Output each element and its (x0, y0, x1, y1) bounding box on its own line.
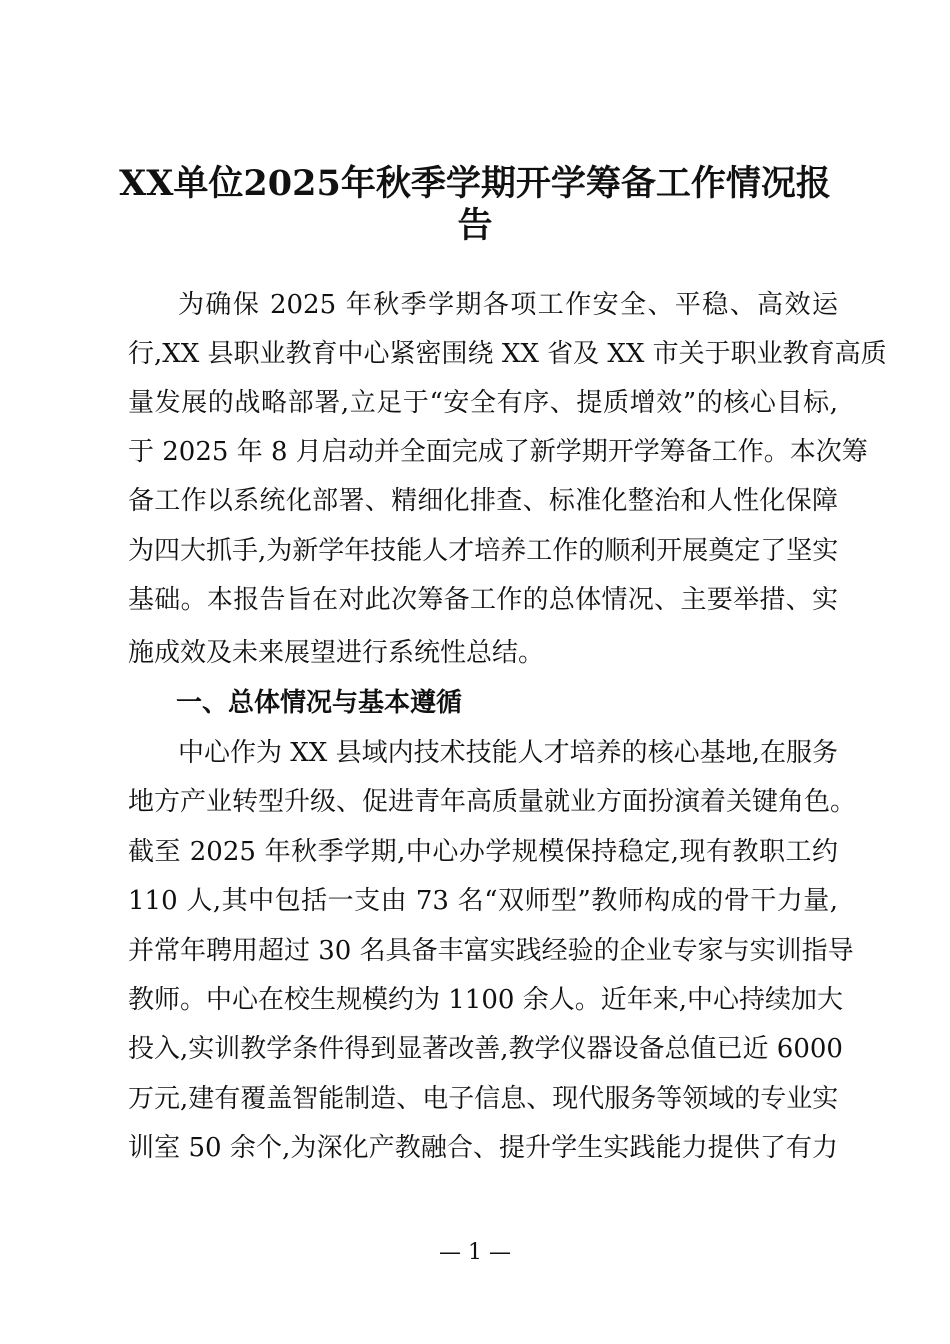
page-number: — 1 — (439, 1240, 511, 1265)
document-title-line2: 告 (457, 205, 493, 246)
text-line: 并常年聘用超过 30 名具备丰富实践经验的企业专家与实训指导 (128, 936, 854, 966)
text-line: 训室 50 余个,为深化产教融合、提升学生实践能力提供了有力 (128, 1133, 838, 1163)
text-line: 110 人,其中包括一支由 73 名“双师型”教师构成的骨干力量, (128, 886, 838, 916)
document-title-line1: XX单位2025年秋季学期开学筹备工作情况报 (119, 163, 831, 204)
text-line: 中心作为 XX 县域内技术技能人才培养的核心基地,在服务 (178, 738, 838, 768)
text-line: 截至 2025 年秋季学期,中心办学规模保持稳定,现有教职工约 (128, 837, 838, 867)
text-line: 于 2025 年 8 月启动并全面完成了新学期开学筹备工作。本次筹 (128, 437, 868, 467)
section-heading: 一、总体情况与基本遵循 (176, 688, 463, 718)
text-line: 行,XX 县职业教育中心紧密围绕 XX 省及 XX 市关于职业教育高质 (128, 339, 887, 369)
text-line: 基础。本报告旨在对此次筹备工作的总体情况、主要举措、实 (128, 585, 838, 615)
text-line: 地方产业转型升级、促进青年高质量就业方面扮演着关键角色。 (128, 787, 857, 817)
text-line: 量发展的战略部署,立足于“安全有序、提质增效”的核心目标, (128, 388, 838, 418)
text-line: 为确保 2025 年秋季学期各项工作安全、平稳、高效运 (178, 290, 838, 320)
text-line: 备工作以系统化部署、精细化排查、标准化整治和人性化保障 (128, 486, 838, 516)
text-line: 教师。中心在校生规模约为 1100 余人。近年来,中心持续加大 (128, 985, 843, 1015)
text-line: 投入,实训教学条件得到显著改善,教学仪器设备总值已近 6000 (128, 1034, 843, 1064)
text-line: 万元,建有覆盖智能制造、电子信息、现代服务等领域的专业实 (128, 1084, 839, 1114)
text-line: 施成效及未来展望进行系统性总结。 (128, 638, 545, 668)
text-line: 为四大抓手,为新学年技能人才培养工作的顺利开展奠定了坚实 (128, 536, 839, 566)
